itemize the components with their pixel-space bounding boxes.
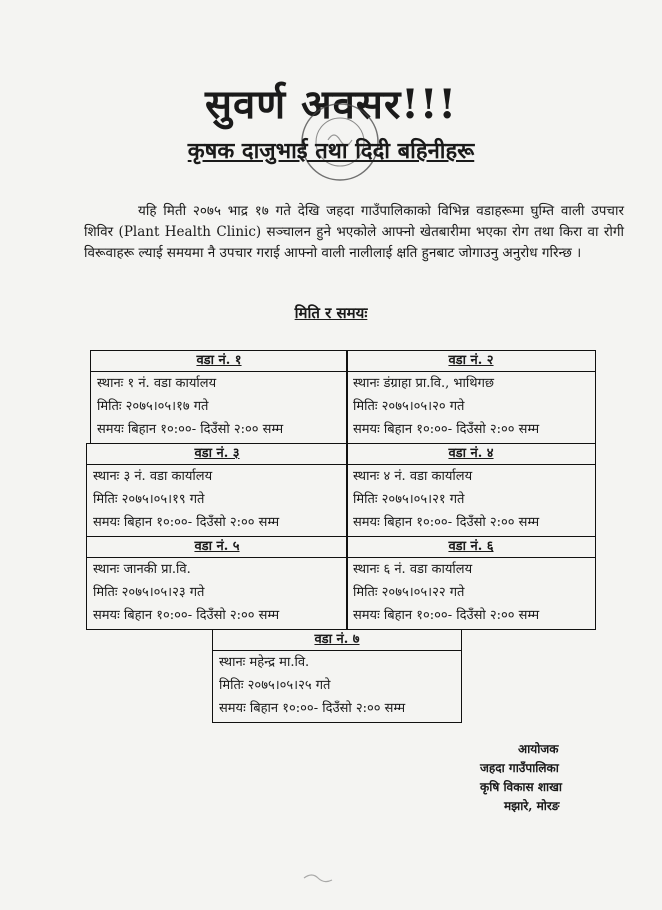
ward-card-6 xyxy=(346,536,596,630)
ward-place: स्थानः ३ नं. वडा कार्यालय xyxy=(93,469,213,484)
intro-paragraph: यहि मिती २०७५ भाद्र १७ गते देखि जहदा गाउँपालिकाको विभिन्न वडाहरूमा घुम्ति वाली उपचार शिविर (Plant Health Clinic) सञ्चालन हुने भएकोले आफ्नो खेतबारीमा भएका रोग तथा किरा वा रोगी विरूवाहरू ल्याई समयमा नै उपचार गराई आफ्नो वाली नालीलाई क्षति हुनबाट जोगाउनु अनुरोध गरिन्छ । xyxy=(84,203,624,261)
ward-heading: वडा नं. ३ xyxy=(87,444,347,465)
ward-time: समयः बिहान १०:००- दिउँसो २:०० सम्म xyxy=(353,608,540,623)
ward-place: स्थानः महेन्द्र मा.वि. xyxy=(219,655,310,670)
ward-date: मितिः २०७५।०५।२० गते xyxy=(353,399,465,414)
organizer-address: मझारे, मोरङ xyxy=(504,799,560,813)
ward-date: मितिः २०७५।०५।१९ गते xyxy=(93,492,205,507)
ward-time: समयः बिहान १०:००- दिउँसो २:०० सम्म xyxy=(97,422,284,437)
ward-place: स्थानः डंग्राहा प्रा.वि., भाथिगछ xyxy=(353,376,495,391)
ward-place: स्थानः जानकी प्रा.वि. xyxy=(93,562,191,577)
ward-heading: वडा नं. २ xyxy=(347,351,595,372)
ward-heading: वडा नं. ७ xyxy=(213,630,461,651)
ward-date: मितिः २०७५।०५।२३ गते xyxy=(93,585,205,600)
ward-card-2 xyxy=(346,350,596,444)
scan-smudge-mark xyxy=(300,868,340,888)
ward-heading: वडा नं. १ xyxy=(91,351,347,372)
page-title: सुवर्ण अवसर!!! xyxy=(204,81,457,128)
subtitle-text: कृषक दाजुभाई तथा दिदी बहिनीहरू xyxy=(187,138,475,164)
schedule-heading: मिति र समयः xyxy=(294,304,368,322)
ward-time: समयः बिहान १०:००- दिउँसो २:०० सम्म xyxy=(353,515,540,530)
organizer-section: कृषि विकास शाखा xyxy=(480,780,563,794)
ward-time: समयः बिहान १०:००- दिउँसो २:०० सम्म xyxy=(353,422,540,437)
ward-time: समयः बिहान १०:००- दिउँसो २:०० सम्म xyxy=(219,701,406,716)
ward-heading: वडा नं. ६ xyxy=(347,537,595,558)
ward-time: समयः बिहान १०:००- दिउँसो २:०० सम्म xyxy=(93,608,280,623)
ward-heading: वडा नं. ४ xyxy=(347,444,595,465)
ward-time: समयः बिहान १०:००- दिउँसो २:०० सम्म xyxy=(93,515,280,530)
organizer-block xyxy=(480,740,620,816)
ward-place: स्थानः ६ नं. वडा कार्यालय xyxy=(353,562,473,577)
ward-place: स्थानः १ नं. वडा कार्यालय xyxy=(97,376,217,391)
ward-date: मितिः २०७५।०५।१७ गते xyxy=(97,399,209,414)
ward-date: मितिः २०७५।०५।२१ गते xyxy=(353,492,465,507)
ward-card-7 xyxy=(212,629,462,723)
ward-heading: वडा नं. ५ xyxy=(87,537,347,558)
ward-card-5 xyxy=(86,536,348,630)
ward-card-1 xyxy=(90,350,348,444)
ward-card-4 xyxy=(346,443,596,537)
ward-date: मितिः २०७५।०५।२२ गते xyxy=(353,585,465,600)
page-subtitle xyxy=(0,136,662,166)
ward-card-3 xyxy=(86,443,348,537)
organizer-label: आयोजक xyxy=(518,742,559,756)
organizer-municipality: जहदा गाउँपालिका xyxy=(480,761,559,775)
ward-place: स्थानः ४ नं. वडा कार्यालय xyxy=(353,469,473,484)
ward-date: मितिः २०७५।०५।२५ गते xyxy=(219,678,331,693)
